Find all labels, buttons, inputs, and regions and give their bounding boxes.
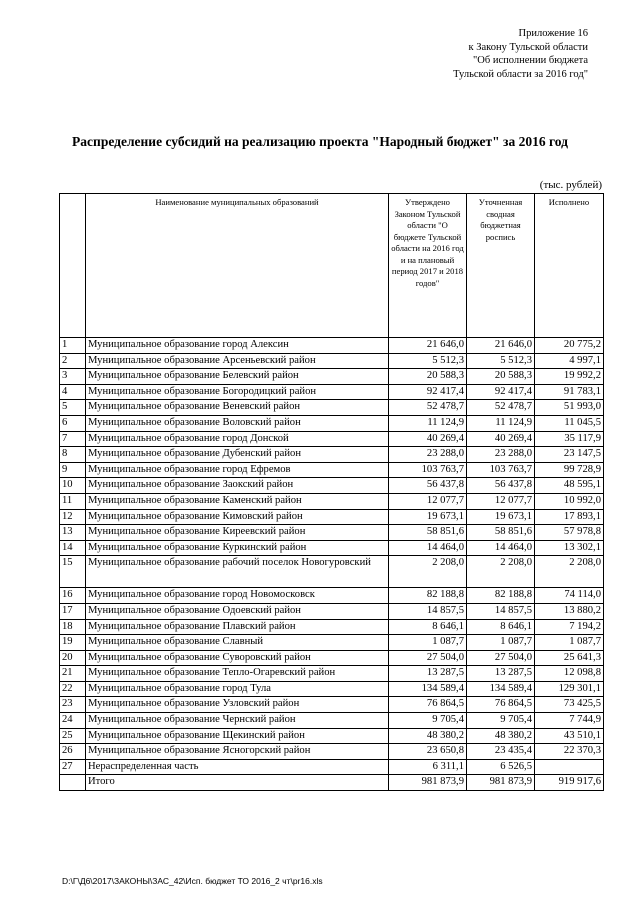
- table-row: [60, 478, 604, 494]
- row-name: Муниципальное образование Ясногорский район: [86, 744, 389, 760]
- row-name: Муниципальное образование Чернский район: [86, 713, 389, 729]
- row-name: Муниципальное образование город Тула: [86, 681, 389, 697]
- row-name: Муниципальное образование Плавский район: [86, 619, 389, 635]
- row-index: 20: [60, 650, 86, 666]
- file-path-footer: D:\Г\Д6\2017\ЗАКОНЫ\ЗАС_42\Исп. бюджет ТО 2016_2 чт\pr16.xls: [62, 876, 323, 886]
- row-approved: 19 673,1: [389, 509, 467, 525]
- row-index: 13: [60, 525, 86, 541]
- row-refined: 82 188,8: [467, 588, 535, 604]
- row-refined: 8 646,1: [467, 619, 535, 635]
- table-row: [60, 759, 604, 775]
- row-executed: 25 641,3: [535, 650, 604, 666]
- row-executed: 11 045,5: [535, 415, 604, 431]
- row-executed: 4 997,1: [535, 353, 604, 369]
- row-approved: 56 437,8: [389, 478, 467, 494]
- row-executed: 57 978,8: [535, 525, 604, 541]
- row-executed: 12 098,8: [535, 666, 604, 682]
- table-row: [60, 353, 604, 369]
- row-refined: 134 589,4: [467, 681, 535, 697]
- row-executed: 73 425,5: [535, 697, 604, 713]
- row-name: Муниципальное образование Славный: [86, 635, 389, 651]
- row-refined: 76 864,5: [467, 697, 535, 713]
- table-row: [60, 540, 604, 556]
- row-index: 25: [60, 728, 86, 744]
- row-executed: 91 783,1: [535, 384, 604, 400]
- table-row: [60, 447, 604, 463]
- table-row: [60, 681, 604, 697]
- header-name: Наименование муниципальных образований: [86, 194, 389, 338]
- row-executed: 129 301,1: [535, 681, 604, 697]
- subsidies-table: [59, 193, 604, 791]
- row-approved: 92 417,4: [389, 384, 467, 400]
- row-executed: 13 880,2: [535, 603, 604, 619]
- row-index: 6: [60, 415, 86, 431]
- row-executed: 23 147,5: [535, 447, 604, 463]
- row-index: 12: [60, 509, 86, 525]
- table-row: [60, 462, 604, 478]
- row-index: 27: [60, 759, 86, 775]
- row-index: 10: [60, 478, 86, 494]
- row-index: 21: [60, 666, 86, 682]
- row-approved: 134 589,4: [389, 681, 467, 697]
- row-executed: 51 993,0: [535, 400, 604, 416]
- row-approved: 13 287,5: [389, 666, 467, 682]
- table-row: [60, 525, 604, 541]
- row-name: Муниципальное образование город Новомосковск: [86, 588, 389, 604]
- row-index: 24: [60, 713, 86, 729]
- row-executed: 2 208,0: [535, 556, 604, 588]
- table-row: [60, 384, 604, 400]
- row-approved: 2 208,0: [389, 556, 467, 588]
- row-index: [60, 775, 86, 791]
- row-index: 19: [60, 635, 86, 651]
- row-name: Муниципальное образование город Алексин: [86, 338, 389, 354]
- row-name: Муниципальное образование Арсеньевский район: [86, 353, 389, 369]
- row-approved: 76 864,5: [389, 697, 467, 713]
- row-refined: 9 705,4: [467, 713, 535, 729]
- table-body: [60, 338, 604, 791]
- row-refined: 19 673,1: [467, 509, 535, 525]
- row-name: Муниципальное образование Заокский район: [86, 478, 389, 494]
- row-approved: 11 124,9: [389, 415, 467, 431]
- table-row: [60, 666, 604, 682]
- appendix-line-1: Приложение 16: [518, 28, 588, 39]
- row-approved: 58 851,6: [389, 525, 467, 541]
- appendix-block: [388, 27, 588, 81]
- row-executed: 13 302,1: [535, 540, 604, 556]
- row-index: 23: [60, 697, 86, 713]
- table-row: [60, 588, 604, 604]
- row-executed: 48 595,1: [535, 478, 604, 494]
- row-refined: 5 512,3: [467, 353, 535, 369]
- row-refined: 1 087,7: [467, 635, 535, 651]
- row-executed: 17 893,1: [535, 509, 604, 525]
- row-index: 1: [60, 338, 86, 354]
- row-approved: 40 269,4: [389, 431, 467, 447]
- row-index: 4: [60, 384, 86, 400]
- row-name: Муниципальное образование Суворовский район: [86, 650, 389, 666]
- row-name: Нераспределенная часть: [86, 759, 389, 775]
- row-approved: 9 705,4: [389, 713, 467, 729]
- row-refined: 20 588,3: [467, 369, 535, 385]
- table-row: [60, 338, 604, 354]
- row-name: Итого: [86, 775, 389, 791]
- row-executed: 7 194,2: [535, 619, 604, 635]
- row-refined: 12 077,7: [467, 493, 535, 509]
- row-name: Муниципальное образование Киреевский район: [86, 525, 389, 541]
- appendix-line-2: к Закону Тульской области: [468, 41, 588, 53]
- row-refined: 40 269,4: [467, 431, 535, 447]
- row-name: Муниципальное образование Кимовский район: [86, 509, 389, 525]
- row-index: 7: [60, 431, 86, 447]
- row-name: Муниципальное образование Богородицкий район: [86, 384, 389, 400]
- row-approved: 14 857,5: [389, 603, 467, 619]
- table-row: [60, 431, 604, 447]
- row-name: Муниципальное образование Узловский район: [86, 697, 389, 713]
- row-executed: 74 114,0: [535, 588, 604, 604]
- row-refined: 981 873,9: [467, 775, 535, 791]
- appendix-line-4: Тульской области за 2016 год": [453, 68, 588, 80]
- row-executed: [535, 759, 604, 775]
- row-refined: 23 435,4: [467, 744, 535, 760]
- row-index: 17: [60, 603, 86, 619]
- table-row: [60, 415, 604, 431]
- row-index: 5: [60, 400, 86, 416]
- row-refined: 103 763,7: [467, 462, 535, 478]
- row-approved: 82 188,8: [389, 588, 467, 604]
- row-name: Муниципальное образование город Донской: [86, 431, 389, 447]
- row-executed: 10 992,0: [535, 493, 604, 509]
- table-row: [60, 619, 604, 635]
- row-approved: 23 288,0: [389, 447, 467, 463]
- row-name: Муниципальное образование Дубенский район: [86, 447, 389, 463]
- row-approved: 1 087,7: [389, 635, 467, 651]
- row-name: Муниципальное образование город Ефремов: [86, 462, 389, 478]
- table-row: [60, 509, 604, 525]
- row-refined: 52 478,7: [467, 400, 535, 416]
- table-row: [60, 603, 604, 619]
- row-refined: 21 646,0: [467, 338, 535, 354]
- table-header-row: [60, 194, 604, 338]
- row-index: 2: [60, 353, 86, 369]
- row-index: 15: [60, 556, 86, 588]
- row-executed: 1 087,7: [535, 635, 604, 651]
- row-executed: 7 744,9: [535, 713, 604, 729]
- table-row: [60, 635, 604, 651]
- row-name: Муниципальное образование Тепло-Огаревский район: [86, 666, 389, 682]
- header-refined: Уточненная сводная бюджетная роспись: [467, 194, 535, 338]
- row-executed: 43 510,1: [535, 728, 604, 744]
- row-approved: 48 380,2: [389, 728, 467, 744]
- row-name: Муниципальное образование Каменский район: [86, 493, 389, 509]
- row-approved: 21 646,0: [389, 338, 467, 354]
- row-name: Муниципальное образование Воловский район: [86, 415, 389, 431]
- row-approved: 23 650,8: [389, 744, 467, 760]
- row-index: 3: [60, 369, 86, 385]
- row-name: Муниципальное образование Одоевский район: [86, 603, 389, 619]
- header-approved: Утверждено Законом Тульской области "О бюджете Тульской области на 2016 год и на плановый период 2017 и 2018 годов": [389, 194, 467, 338]
- row-index: 22: [60, 681, 86, 697]
- row-refined: 6 526,5: [467, 759, 535, 775]
- row-name: Муниципальное образование Белевский район: [86, 369, 389, 385]
- table-row: [60, 369, 604, 385]
- row-approved: 981 873,9: [389, 775, 467, 791]
- table-row: [60, 493, 604, 509]
- row-name: Муниципальное образование Веневский район: [86, 400, 389, 416]
- row-approved: 14 464,0: [389, 540, 467, 556]
- row-name: Муниципальное образование рабочий поселок Новогуровский: [86, 556, 389, 588]
- row-index: 9: [60, 462, 86, 478]
- row-executed: 99 728,9: [535, 462, 604, 478]
- row-executed: 20 775,2: [535, 338, 604, 354]
- table-row: [60, 650, 604, 666]
- table-row: [60, 400, 604, 416]
- row-approved: 52 478,7: [389, 400, 467, 416]
- row-index: 11: [60, 493, 86, 509]
- row-refined: 11 124,9: [467, 415, 535, 431]
- row-approved: 20 588,3: [389, 369, 467, 385]
- document-title: Распределение субсидий на реализацию проекта "Народный бюджет" за 2016 год: [72, 134, 568, 149]
- row-index: 16: [60, 588, 86, 604]
- row-approved: 103 763,7: [389, 462, 467, 478]
- units-label: (тыс. рублей): [539, 179, 602, 191]
- row-refined: 14 857,5: [467, 603, 535, 619]
- row-index: 8: [60, 447, 86, 463]
- row-refined: 92 417,4: [467, 384, 535, 400]
- row-refined: 27 504,0: [467, 650, 535, 666]
- header-index: [60, 194, 86, 338]
- row-approved: 5 512,3: [389, 353, 467, 369]
- header-executed: Исполнено: [535, 194, 604, 338]
- row-approved: 6 311,1: [389, 759, 467, 775]
- row-refined: 2 208,0: [467, 556, 535, 588]
- row-executed: 919 917,6: [535, 775, 604, 791]
- table-row: [60, 744, 604, 760]
- row-executed: 19 992,2: [535, 369, 604, 385]
- row-approved: 12 077,7: [389, 493, 467, 509]
- row-refined: 58 851,6: [467, 525, 535, 541]
- table-row: [60, 713, 604, 729]
- row-refined: 56 437,8: [467, 478, 535, 494]
- row-executed: 35 117,9: [535, 431, 604, 447]
- table-row: [60, 697, 604, 713]
- table-row: [60, 775, 604, 791]
- row-refined: 48 380,2: [467, 728, 535, 744]
- row-index: 14: [60, 540, 86, 556]
- row-index: 18: [60, 619, 86, 635]
- row-approved: 27 504,0: [389, 650, 467, 666]
- table-row: [60, 728, 604, 744]
- row-refined: 13 287,5: [467, 666, 535, 682]
- appendix-line-3: "Об исполнении бюджета: [473, 55, 588, 66]
- row-refined: 14 464,0: [467, 540, 535, 556]
- row-refined: 23 288,0: [467, 447, 535, 463]
- row-name: Муниципальное образование Куркинский район: [86, 540, 389, 556]
- row-executed: 22 370,3: [535, 744, 604, 760]
- row-approved: 8 646,1: [389, 619, 467, 635]
- table-row: [60, 556, 604, 588]
- row-name: Муниципальное образование Щекинский район: [86, 728, 389, 744]
- row-index: 26: [60, 744, 86, 760]
